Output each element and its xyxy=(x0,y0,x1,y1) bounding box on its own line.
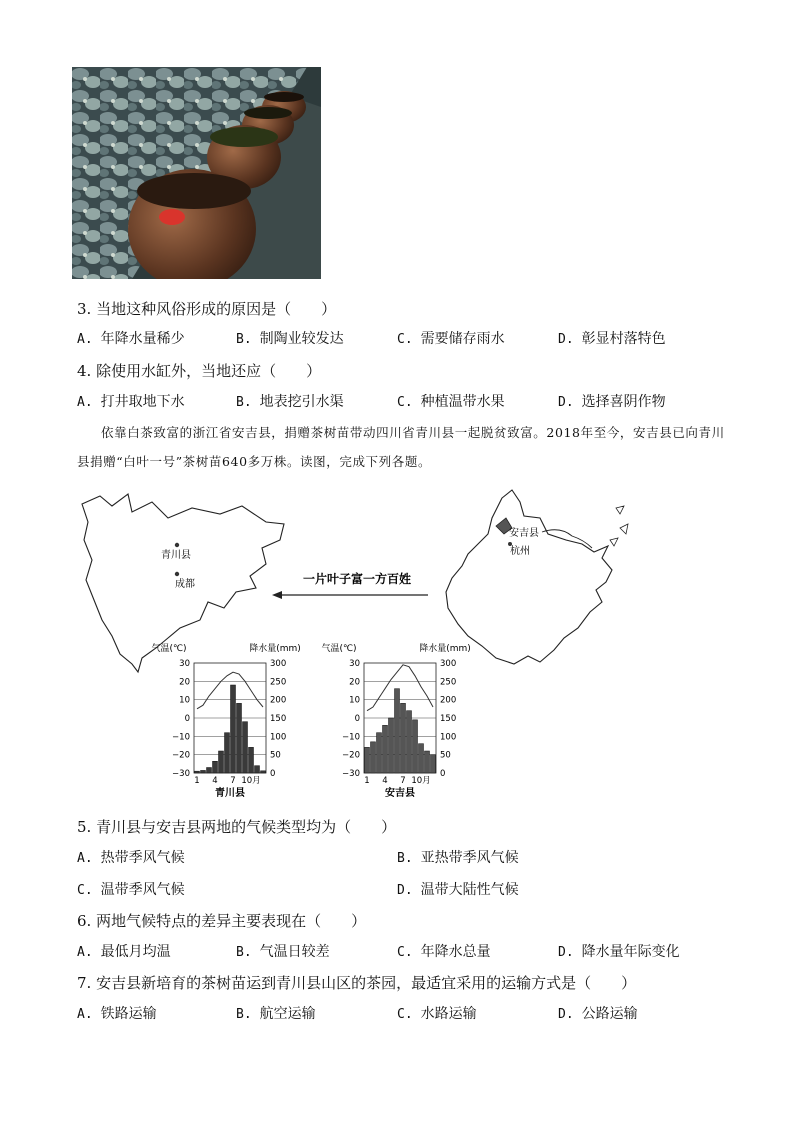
precip-bar xyxy=(407,711,412,773)
option-text: 水路运输 xyxy=(420,1006,477,1022)
option-letter: B. xyxy=(397,851,413,866)
month-tick-label: 10月 xyxy=(241,776,261,786)
precip-bar xyxy=(237,703,242,773)
option-3c[interactable] xyxy=(397,329,505,350)
precip-bar xyxy=(431,755,436,773)
zhejiang-outline xyxy=(446,490,612,664)
precip-bar xyxy=(255,766,260,773)
question-5 xyxy=(77,817,396,837)
option-7a[interactable] xyxy=(77,1004,157,1025)
option-text: 年降水总量 xyxy=(420,944,491,960)
precip-bar xyxy=(261,771,266,773)
precip-bar xyxy=(395,689,400,773)
question-stem: 安吉县新培育的茶树苗运到青川县山区的茶园，最适宜采用的运输方式是（ ） xyxy=(96,974,637,992)
option-letter: A. xyxy=(77,851,93,866)
option-letter: A. xyxy=(77,945,93,960)
option-4c[interactable] xyxy=(397,392,505,413)
question-number: 4. xyxy=(77,362,92,380)
precip-tick-label: 250 xyxy=(440,677,457,688)
option-3d[interactable] xyxy=(558,329,666,350)
question-3 xyxy=(77,299,336,319)
question-4 xyxy=(77,361,321,381)
question-stem: 当地这种风俗形成的原因是（ ） xyxy=(96,300,337,318)
temp-tick-label: −10 xyxy=(342,732,360,743)
chart-title: 安吉县 xyxy=(385,788,415,799)
chengdu-label: 成都 xyxy=(175,579,195,590)
precip-axis-label: 降水量(mm) xyxy=(249,644,301,654)
precip-tick-label: 100 xyxy=(440,732,457,743)
precip-bar xyxy=(371,742,376,773)
temp-tick-label: 0 xyxy=(184,714,190,724)
temp-tick-label: 30 xyxy=(349,659,360,669)
temp-tick-label: −20 xyxy=(342,750,360,761)
option-letter: D. xyxy=(397,883,413,898)
temp-tick-label: 20 xyxy=(179,677,190,688)
option-text: 种植温带水果 xyxy=(420,394,505,410)
temp-tick-label: −20 xyxy=(172,750,190,761)
question-number: 5. xyxy=(77,818,92,836)
precip-bar xyxy=(425,751,430,773)
temp-axis-label: 气温(℃) xyxy=(321,644,357,654)
precip-tick-label: 250 xyxy=(270,677,287,688)
precip-tick-label: 50 xyxy=(440,750,451,761)
option-3b[interactable] xyxy=(236,329,344,350)
option-text: 温带季风气候 xyxy=(100,882,185,898)
precip-bar xyxy=(201,770,206,773)
precip-bar xyxy=(419,744,424,773)
precip-tick-label: 200 xyxy=(270,695,287,706)
option-letter: D. xyxy=(558,945,574,960)
option-text: 气温日较差 xyxy=(259,944,330,960)
qingchuan-label: 青川县 xyxy=(161,550,191,561)
precip-bar xyxy=(195,771,200,773)
option-letter: D. xyxy=(558,332,574,347)
precip-bar xyxy=(377,733,382,773)
option-5d[interactable] xyxy=(397,880,519,901)
option-7b[interactable] xyxy=(236,1004,316,1025)
chengdu-marker xyxy=(175,572,179,576)
anji-label: 安吉县 xyxy=(509,528,539,539)
option-text: 最低月均温 xyxy=(100,944,171,960)
option-text: 亚热带季风气候 xyxy=(420,850,519,866)
precip-bar xyxy=(207,768,212,774)
option-4d[interactable] xyxy=(558,392,666,413)
temp-tick-label: −30 xyxy=(172,769,190,779)
option-letter: B. xyxy=(236,395,252,410)
precip-bar xyxy=(249,747,254,773)
precip-tick-label: 200 xyxy=(440,695,457,706)
option-6a[interactable] xyxy=(77,942,171,963)
temp-tick-label: 30 xyxy=(179,659,190,669)
option-text: 制陶业较发达 xyxy=(259,331,344,347)
precip-tick-label: 300 xyxy=(270,659,287,669)
precip-bar xyxy=(213,761,218,773)
chart-title: 青川县 xyxy=(215,788,245,799)
option-letter: C. xyxy=(397,945,413,960)
precip-bar xyxy=(365,747,370,773)
option-6c[interactable] xyxy=(397,942,491,963)
option-letter: C. xyxy=(397,332,413,347)
option-letter: B. xyxy=(236,945,252,960)
temp-tick-label: 10 xyxy=(179,695,190,706)
option-text: 航空运输 xyxy=(259,1006,316,1022)
month-tick-label: 7 xyxy=(230,776,236,786)
option-7c[interactable] xyxy=(397,1004,477,1025)
month-tick-label: 1 xyxy=(364,776,370,786)
precip-bar xyxy=(225,733,230,773)
arrow-caption: 一片叶子富一方百姓 xyxy=(302,572,412,586)
month-tick-label: 10月 xyxy=(411,776,431,786)
question-6 xyxy=(77,911,366,931)
precip-tick-label: 150 xyxy=(270,714,287,724)
map-climate-figure xyxy=(72,488,752,808)
option-letter: A. xyxy=(77,1007,93,1022)
month-tick-label: 4 xyxy=(382,776,388,786)
question-number: 3. xyxy=(77,300,92,318)
precip-bar xyxy=(413,720,418,773)
option-6b[interactable] xyxy=(236,942,330,963)
option-7d[interactable] xyxy=(558,1004,638,1025)
temperature-line xyxy=(197,672,263,709)
option-6d[interactable] xyxy=(558,942,680,963)
option-letter: D. xyxy=(558,395,574,410)
option-3a[interactable] xyxy=(77,329,185,350)
precip-bar xyxy=(231,685,236,773)
temp-tick-label: −10 xyxy=(172,732,190,743)
option-5c[interactable] xyxy=(77,880,185,901)
precip-bar xyxy=(401,703,406,773)
option-text: 地表挖引水渠 xyxy=(259,394,344,410)
option-text: 热带季风气候 xyxy=(100,850,185,866)
question-stem: 两地气候特点的差异主要表现在（ ） xyxy=(96,912,367,930)
climate-chart-qingchuan xyxy=(151,642,300,799)
option-text: 打井取地下水 xyxy=(100,394,185,410)
question-stem: 除使用水缸外，当地还应（ ） xyxy=(96,362,322,380)
question-number: 7. xyxy=(77,974,92,992)
option-text: 彰显村落特色 xyxy=(581,331,666,347)
precip-bar xyxy=(389,718,394,773)
month-tick-label: 1 xyxy=(194,776,200,786)
question-number: 6. xyxy=(77,912,92,930)
option-text: 选择喜阴作物 xyxy=(581,394,666,410)
precip-tick-label: 100 xyxy=(270,732,287,743)
arrow-head xyxy=(272,591,282,599)
temp-axis-label: 气温(℃) xyxy=(151,644,187,654)
option-text: 公路运输 xyxy=(581,1006,638,1022)
option-5b[interactable] xyxy=(397,848,519,869)
zhejiang-islands xyxy=(610,506,628,546)
temp-tick-label: 10 xyxy=(349,695,360,706)
option-text: 温带大陆性气候 xyxy=(420,882,519,898)
hangzhou-label: 杭州 xyxy=(510,546,530,557)
option-letter: B. xyxy=(236,332,252,347)
reading-passage: 依靠白茶致富的浙江省安吉县，捐赠茶树苗带动四川省青川县一起脱贫致富。2018年至今，安吉县已向青川县捐赠“白叶一号”茶树苗640多万株。读图，完成下列各题。 xyxy=(77,425,725,469)
temp-tick-label: 0 xyxy=(354,714,360,724)
option-4a[interactable] xyxy=(77,392,185,413)
option-letter: C. xyxy=(77,883,93,898)
precip-bar xyxy=(243,722,248,773)
water-jar-photo xyxy=(72,67,321,279)
question-7 xyxy=(77,973,636,993)
option-text: 需要储存雨水 xyxy=(420,331,505,347)
option-5a[interactable] xyxy=(77,848,185,869)
option-letter: B. xyxy=(236,1007,252,1022)
temp-tick-label: −30 xyxy=(342,769,360,779)
precip-bar xyxy=(383,725,388,773)
option-letter: A. xyxy=(77,395,93,410)
precip-tick-label: 50 xyxy=(270,750,281,761)
option-letter: C. xyxy=(397,1007,413,1022)
option-letter: C. xyxy=(397,395,413,410)
precip-tick-label: 300 xyxy=(440,659,457,669)
option-4b[interactable] xyxy=(236,392,344,413)
climate-chart-anji xyxy=(321,642,470,799)
precip-tick-label: 150 xyxy=(440,714,457,724)
option-letter: A. xyxy=(77,332,93,347)
temperature-line xyxy=(367,665,433,711)
precip-axis-label: 降水量(mm) xyxy=(419,644,471,654)
month-tick-label: 7 xyxy=(400,776,406,786)
precip-bar xyxy=(219,751,224,773)
option-text: 年降水量稀少 xyxy=(100,331,185,347)
month-tick-label: 4 xyxy=(212,776,218,786)
precip-tick-label: 0 xyxy=(270,769,276,779)
option-letter: D. xyxy=(558,1007,574,1022)
option-text: 降水量年际变化 xyxy=(581,944,680,960)
option-text: 铁路运输 xyxy=(100,1006,157,1022)
question-stem: 青川县与安吉县两地的气候类型均为（ ） xyxy=(96,818,397,836)
temp-tick-label: 20 xyxy=(349,677,360,688)
precip-tick-label: 0 xyxy=(440,769,446,779)
qingchuan-marker xyxy=(175,543,179,547)
